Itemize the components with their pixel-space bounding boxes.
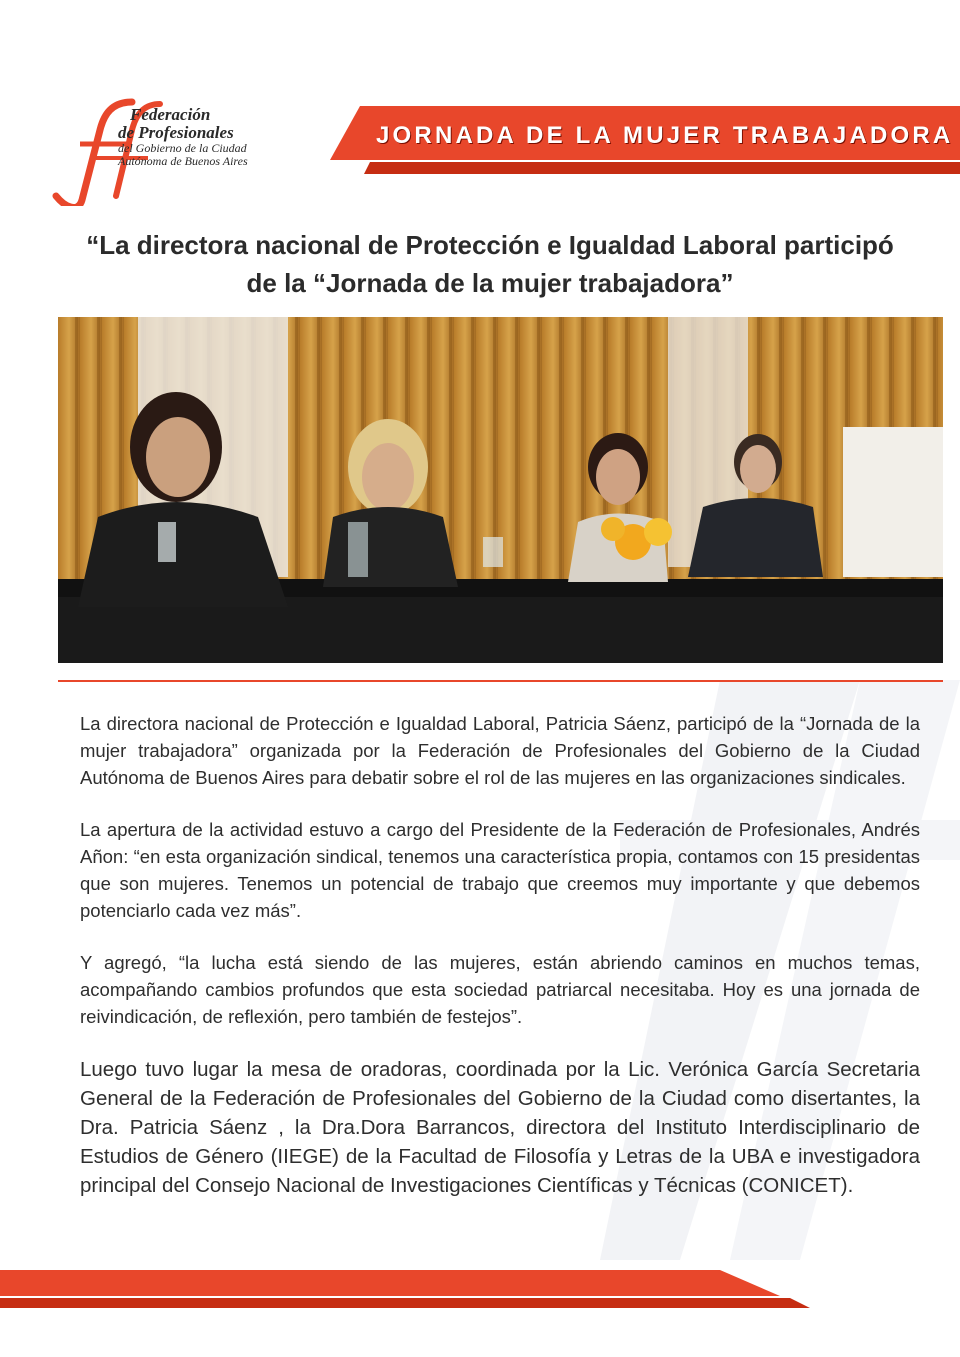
event-photo — [58, 317, 943, 663]
section-banner — [330, 104, 960, 174]
paragraph-3: Y agregó, “la lucha está siendo de las mujeres, están abriendo caminos en muchos temas, acompañando cambios profundos que esta sociedad patriarcal necesitaba. Hoy es una jornada de reivindicación, de reflexión, pero también de festejos”. — [80, 952, 920, 1027]
logo-line-1: Federación — [130, 105, 211, 124]
logo-wordmark — [118, 105, 248, 168]
headline-line-2: de la “Jornada de la mujer trabajadora” — [246, 268, 734, 298]
logo-line-4: Autónoma de Buenos Aires — [118, 154, 248, 168]
photo-divider — [58, 680, 943, 682]
banner-title: JORNADA DE LA MUJER TRABAJADORA — [376, 122, 954, 149]
headline-line-1: “La directora nacional de Protección e Igualdad Laboral participó — [86, 230, 894, 260]
article-body — [80, 710, 920, 1225]
footer-stripes — [0, 1262, 960, 1357]
paragraph-4: Luego tuvo lugar la mesa de oradoras, coordinada por la Lic. Verónica García Secretaria General de la Federación de Profesionales del Gobierno de la Ciudad como disertantes, la Dra. Patricia Sáenz , la Dra.Dora Barrancos, directora del Instituto Interdisciplinario de Estudios de Género (IIEGE) de la Facultad de Filosofía y Letras de la UBA e investigadora principal del Consejo Nacional de Investigaciones Científicas y Técnicas (CONICET). — [80, 1058, 920, 1197]
paragraph-1: La directora nacional de Protección e Igualdad Laboral, Patricia Sáenz, participó de la “Jornada de la mujer trabajadora” organizada por la Federación de Profesionales del Gobierno de la Ciudad Autónoma de Buenos Aires para debatir sobre el rol de las mujeres en las organizaciones sindicales. — [80, 713, 920, 788]
logo-line-2: de Profesionales — [118, 123, 234, 142]
logo-line-3: del Gobierno de la Ciudad — [118, 141, 247, 155]
article-headline — [40, 226, 940, 302]
paragraph-2: La apertura de la actividad estuvo a cargo del Presidente de la Federación de Profesionales, Andrés Añon: “en esta organización sindical, tenemos una característica propia, contamos con 15 presidentas que son mujeres. Tenemos un potencial de trabajo que creemos muy importante y que debemos potenciarlo cada vez más”. — [80, 819, 920, 921]
